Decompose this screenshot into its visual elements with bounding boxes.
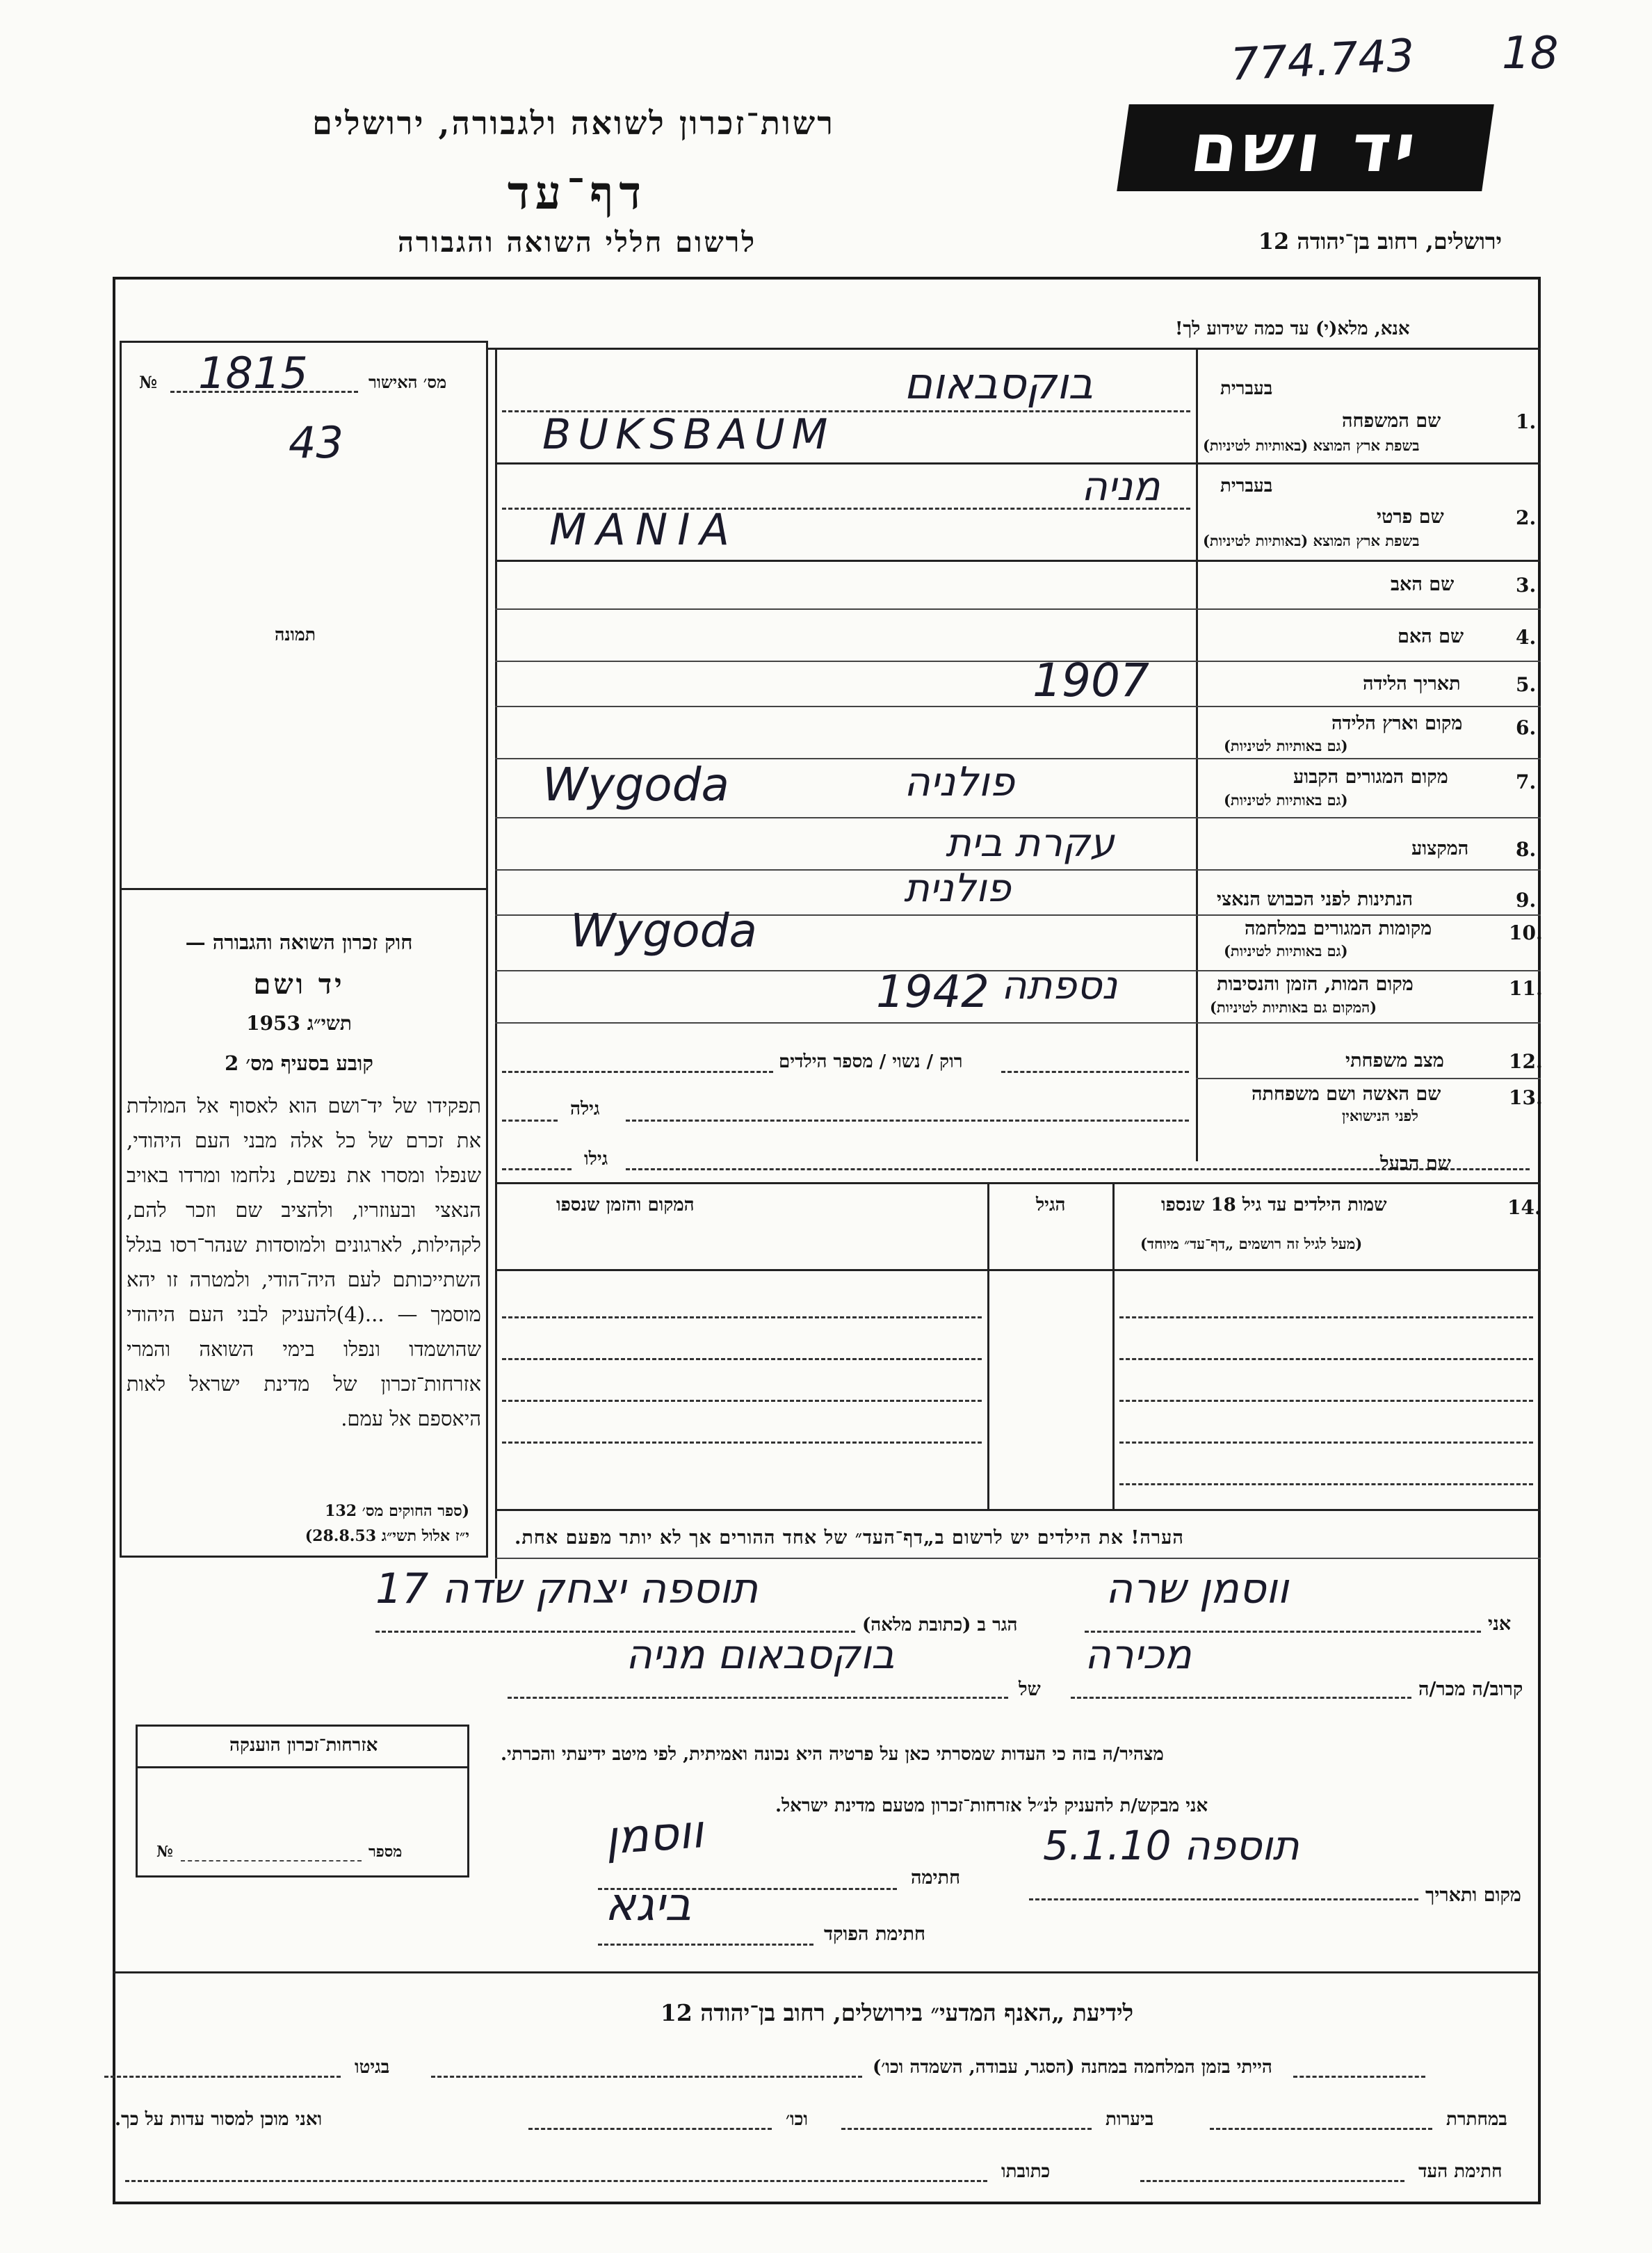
firstname-hebrew: מניה	[1081, 462, 1160, 510]
field-1-number: 1.	[1516, 410, 1537, 433]
footer-address-label: כתובתו	[1001, 2161, 1051, 2182]
field-7-label: מקום המגורים הקבוע	[1293, 766, 1448, 788]
surname-hebrew: בוקסבאום	[904, 358, 1094, 409]
birth-date: 1907	[1032, 654, 1149, 707]
official-signature-label: חתימת הפוקד	[824, 1923, 925, 1945]
residence-latin: Wygoda	[542, 758, 729, 811]
logo-text: יד ושם	[1186, 108, 1425, 187]
form-subtitle: לרשום חללי השואה והגבורה	[397, 226, 757, 259]
header-address: ירושלים, רחוב בן־יהודה 12	[1258, 228, 1502, 255]
law-clause: קובע בסעיף מס׳ 2	[225, 1051, 373, 1075]
law-name: יד ושם	[253, 968, 345, 1001]
footer-title: לידיעת „האנף המדעי״ בירושלים, רחוב בן־יהודה 12	[660, 1999, 1134, 2026]
footer-camp-label: הייתי בזמן המלחמה במחנה (הסגר, עבודה, השמדה וכו׳)	[873, 2057, 1272, 2078]
field-10-sub: (גם באותיות לטיניות)	[1224, 942, 1348, 960]
field-14-sub: (מעל לגיל זה רושמים „דף־עד״ מיוחד)	[1140, 1235, 1363, 1252]
field-14-number: 14.	[1507, 1196, 1541, 1219]
field-13-sub: לפני הנישואין	[1342, 1107, 1418, 1124]
serial-label: מס׳ האישור	[369, 372, 447, 392]
field-8-number: 8.	[1516, 838, 1537, 861]
footer-forests-label: ביערות	[1106, 2109, 1154, 2130]
field-8-label: המקצוע	[1411, 838, 1469, 859]
field-4-number: 4.	[1516, 626, 1537, 649]
reference-number: 774.743	[1229, 30, 1416, 91]
serial-value-2: 43	[289, 417, 343, 468]
field-11-number: 11.	[1509, 977, 1543, 1000]
marital-status-options: רוק / נשוי / מספר הילדים	[779, 1051, 963, 1072]
witness-relation-label: קרוב/ה מכר/ה	[1418, 1679, 1523, 1700]
citizenship-number-mark: №	[156, 1843, 173, 1861]
victim-name: בוקסבאום מניה	[626, 1631, 895, 1678]
field-14-label: שמות הילדים עד גיל 18 שנספו	[1161, 1195, 1387, 1216]
field-2-tag: בעברית	[1220, 476, 1273, 496]
field-3-label: שם האב	[1391, 574, 1455, 595]
serial-value: 1815	[198, 348, 308, 398]
serial-no-label: №	[139, 372, 158, 392]
children-place-column: המקום והזמן שנספו	[556, 1195, 695, 1216]
citizenship-number-label: מספר	[369, 1843, 403, 1861]
field-1-tag: בעברית	[1220, 378, 1273, 399]
field-2-sub: בשפת ארץ המוצא (באותיות לטיניות)	[1203, 532, 1420, 549]
witness-name: ווסמן שרה	[1106, 1565, 1289, 1613]
profession: עקרת בית	[946, 821, 1115, 866]
authority-name: רשות־זכרון לשואה ולגבורה, ירושלים	[312, 104, 835, 142]
law-title: חוק זכרון השואה והגבורה —	[185, 930, 413, 954]
field-6-number: 6.	[1516, 716, 1537, 739]
instructions: אנא, מלא(י) עד כמה שידוע לך!	[1175, 318, 1410, 339]
field-9-label: הנתינות לפני הכבוש הנאצי	[1217, 889, 1414, 910]
law-year: תשי״ג 1953	[246, 1012, 352, 1035]
place-date-label: מקום ותאריך	[1425, 1884, 1521, 1906]
death-year: 1942	[876, 967, 989, 1018]
field-7-sub: (גם באותיות לטיניות)	[1224, 791, 1348, 809]
children-age-column: הגיל	[1036, 1195, 1066, 1216]
footer-testimony-label: ואני מוכן למסור עדות על כך.	[115, 2109, 323, 2130]
husband-name-label: שם הבעל	[1380, 1153, 1451, 1174]
footer-etc-label: וכו׳	[786, 2109, 809, 2130]
field-2-number: 2.	[1516, 506, 1537, 529]
official-signature: ביגא	[605, 1878, 692, 1931]
field-1-label: שם המשפחה	[1342, 410, 1441, 432]
field-11-sub: (המקום גם באותיות לטיניות)	[1210, 999, 1377, 1016]
law-reference: (ספר החוקים מס׳ 132	[325, 1502, 469, 1520]
field-12-label: מצב משפחתי	[1345, 1050, 1444, 1072]
field-6-label: מקום וארץ הלידה	[1331, 713, 1463, 734]
field-11-label: מקום המות, הזמן והנסיבות	[1217, 974, 1414, 995]
footer-ghetto-label: בגיטו	[355, 2057, 390, 2078]
field-13-number: 13.	[1509, 1086, 1543, 1109]
field-10-label: מקומות המגורים במלחמה	[1245, 918, 1432, 939]
field-7-number: 7.	[1516, 770, 1537, 793]
place-date: תוספה 5.1.10	[1043, 1822, 1299, 1869]
signature-label: חתימה	[911, 1867, 961, 1889]
yad-vashem-logo	[1117, 104, 1494, 191]
witness-of-label: של	[1019, 1679, 1041, 1700]
wife-age-label: גילה	[570, 1099, 600, 1120]
firstname-latin: MANIA	[549, 504, 739, 555]
field-1-sub: בשפת ארץ המוצא (באותיות לטיניות)	[1203, 437, 1420, 454]
field-3-number: 3.	[1516, 574, 1537, 597]
husband-age-label: גילו	[584, 1149, 608, 1170]
surname-latin: BUKSBAUM	[542, 410, 835, 459]
photo-label: תמונה	[275, 624, 316, 645]
witness-address: תוספה יצחק שדה 17	[375, 1565, 759, 1613]
witness-signature: ווסמן	[603, 1804, 706, 1865]
death-mark: נספתה	[1001, 963, 1118, 1008]
declaration-text: מצהיר/ה בזה כי העדות שמסרתי כאן על פרטיה היא נכונה ואמיתית, לפי מיטב ידיעתי והכרתי.	[501, 1744, 1164, 1765]
field-12-number: 12.	[1509, 1050, 1543, 1073]
field-5-label: תאריך הלידה	[1363, 673, 1461, 695]
corner-mark: 18	[1502, 28, 1559, 79]
witness-residing-label: הגר ב (כתובת מלאה)	[862, 1615, 1018, 1636]
nationality: פולנית	[904, 866, 1011, 911]
citizenship-request: אני מבקש/ת להעניק לנ״ל אזרחות־זכרון מטעם מדינת ישראל.	[775, 1795, 1208, 1816]
field-13-label: שם האשה ושם משפחתה	[1252, 1083, 1441, 1105]
form-title: דף־עד	[507, 165, 647, 220]
citizenship-title: אזרחות־זכרון הוענקה	[229, 1735, 378, 1756]
witness-i-label: אני	[1488, 1613, 1512, 1635]
wartime-residence: Wygoda	[570, 904, 757, 958]
law-text: תפקידו של יד־ושם הוא לאסוף אל המולדת את זכרם של כל אלה מבני העם היהודי, שנפלו ומסרו את נפשם, נלחמו ומרדו באויב הנאצי ובעוזריו, ולהציב שם וזכר להם, לקהילות, לארגונים ולמוסדות שנהר־רסו בגלל השתייכותם לעם היה־הודי, ולמטרה זו יהא מוסמך — ...(4)להעניק לבני העם היהודי שהושמדו ונפלו בימי השואה והמרי אזרחות־זכרון של מדינת ישראל לאות היאספם אל עמם.	[127, 1094, 481, 1430]
witness-relation: מכירה	[1085, 1631, 1192, 1678]
children-note: הערה! את הילדים יש לרשום ב„דף־העד״ של אחד ההורים אך לא יותר מפעם אחת.	[515, 1527, 1184, 1549]
field-6-sub: (גם באותיות לטיניות)	[1224, 737, 1348, 754]
footer-underground-label: במחתרת	[1446, 2109, 1507, 2130]
field-9-number: 9.	[1516, 889, 1537, 912]
field-10-number: 10.	[1509, 921, 1543, 944]
law-reference-date: י״ז אלול תשי״ג 28.8.53)	[305, 1527, 469, 1545]
footer-witness-signature-label: חתימת העד	[1418, 2161, 1503, 2182]
field-5-number: 5.	[1516, 673, 1537, 696]
residence-hebrew: פולניה	[904, 758, 1015, 805]
field-2-label: שם פרטי	[1377, 506, 1444, 528]
field-4-label: שם האם	[1398, 626, 1464, 647]
